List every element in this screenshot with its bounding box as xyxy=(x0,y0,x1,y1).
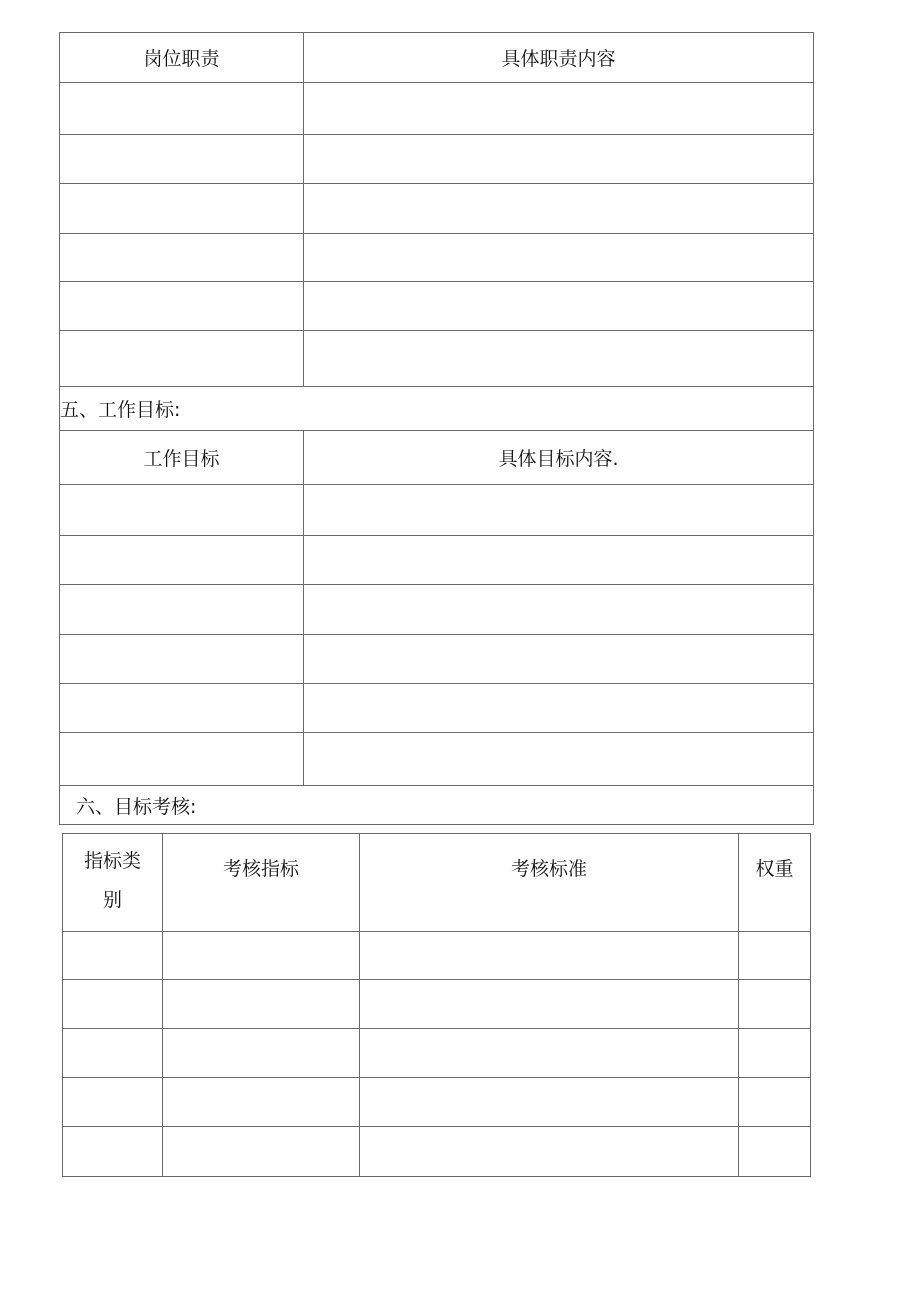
section5-title: 五、工作目标: xyxy=(60,387,814,431)
duty-content-cell[interactable] xyxy=(304,184,814,234)
standard-cell[interactable] xyxy=(360,980,739,1029)
weight-cell[interactable] xyxy=(739,1127,811,1177)
duty-cell[interactable] xyxy=(60,234,304,282)
header-category-line1: 指标类 xyxy=(83,850,141,872)
indicator-cell[interactable] xyxy=(163,932,360,980)
duty-cell[interactable] xyxy=(60,184,304,234)
table-row xyxy=(60,733,814,786)
weight-cell[interactable] xyxy=(739,932,811,980)
table-row xyxy=(63,1127,811,1177)
standard-cell[interactable] xyxy=(360,1078,739,1127)
goal-cell[interactable] xyxy=(60,536,304,585)
category-cell[interactable] xyxy=(63,1127,163,1177)
goal-content-cell[interactable] xyxy=(304,485,814,536)
goals-header-content: 具体目标内容. xyxy=(304,431,814,485)
standard-cell[interactable] xyxy=(360,932,739,980)
duty-content-cell[interactable] xyxy=(304,234,814,282)
duty-cell[interactable] xyxy=(60,331,304,387)
header-category xyxy=(63,834,163,932)
table-row xyxy=(63,1078,811,1127)
table-row xyxy=(63,980,811,1029)
table-row xyxy=(60,282,814,331)
duty-cell[interactable] xyxy=(60,135,304,184)
goal-cell[interactable] xyxy=(60,585,304,635)
category-cell[interactable] xyxy=(63,932,163,980)
header-category-line2: 别 xyxy=(102,889,122,911)
goal-content-cell[interactable] xyxy=(304,536,814,585)
table-row xyxy=(60,635,814,684)
table-row xyxy=(60,83,814,135)
goal-content-cell[interactable] xyxy=(304,684,814,733)
goals-header-row xyxy=(60,431,814,485)
weight-cell[interactable] xyxy=(739,980,811,1029)
duty-cell[interactable] xyxy=(60,83,304,135)
duty-content-cell[interactable] xyxy=(304,282,814,331)
indicator-cell[interactable] xyxy=(163,1078,360,1127)
category-cell[interactable] xyxy=(63,980,163,1029)
header-indicator: 考核指标 xyxy=(163,834,360,932)
table-row xyxy=(63,1029,811,1078)
header-weight: 权重 xyxy=(739,834,811,932)
duties-header-content: 具体职责内容 xyxy=(304,33,814,83)
goals-header-goal: 工作目标 xyxy=(60,431,304,485)
goal-content-cell[interactable] xyxy=(304,585,814,635)
category-cell[interactable] xyxy=(63,1078,163,1127)
table-row xyxy=(60,684,814,733)
goal-content-cell[interactable] xyxy=(304,733,814,786)
indicator-cell[interactable] xyxy=(163,1029,360,1078)
weight-cell[interactable] xyxy=(739,1078,811,1127)
indicator-cell[interactable] xyxy=(163,1127,360,1177)
table-row xyxy=(60,234,814,282)
section6-title: 六、目标考核: xyxy=(60,786,814,825)
indicator-cell[interactable] xyxy=(163,980,360,1029)
table-row xyxy=(60,585,814,635)
duty-content-cell[interactable] xyxy=(304,135,814,184)
table-row xyxy=(60,485,814,536)
section5-title-row xyxy=(60,387,814,431)
standard-cell[interactable] xyxy=(360,1029,739,1078)
goal-cell[interactable] xyxy=(60,485,304,536)
assessment-table xyxy=(62,833,811,1177)
duty-content-cell[interactable] xyxy=(304,83,814,135)
goal-cell[interactable] xyxy=(60,635,304,684)
duties-header-row xyxy=(60,33,814,83)
table-row xyxy=(60,184,814,234)
table-row xyxy=(60,331,814,387)
table-row xyxy=(60,536,814,585)
weight-cell[interactable] xyxy=(739,1029,811,1078)
header-standard: 考核标准 xyxy=(360,834,739,932)
duty-content-cell[interactable] xyxy=(304,331,814,387)
table-row xyxy=(60,135,814,184)
category-cell[interactable] xyxy=(63,1029,163,1078)
goal-cell[interactable] xyxy=(60,733,304,786)
duties-header-duty: 岗位职责 xyxy=(60,33,304,83)
table-row xyxy=(63,932,811,980)
goal-cell[interactable] xyxy=(60,684,304,733)
assessment-header-row xyxy=(63,834,811,932)
section6-title-row xyxy=(60,786,814,825)
standard-cell[interactable] xyxy=(360,1127,739,1177)
duty-cell[interactable] xyxy=(60,282,304,331)
duties-and-goals-table xyxy=(59,32,814,825)
goal-content-cell[interactable] xyxy=(304,635,814,684)
